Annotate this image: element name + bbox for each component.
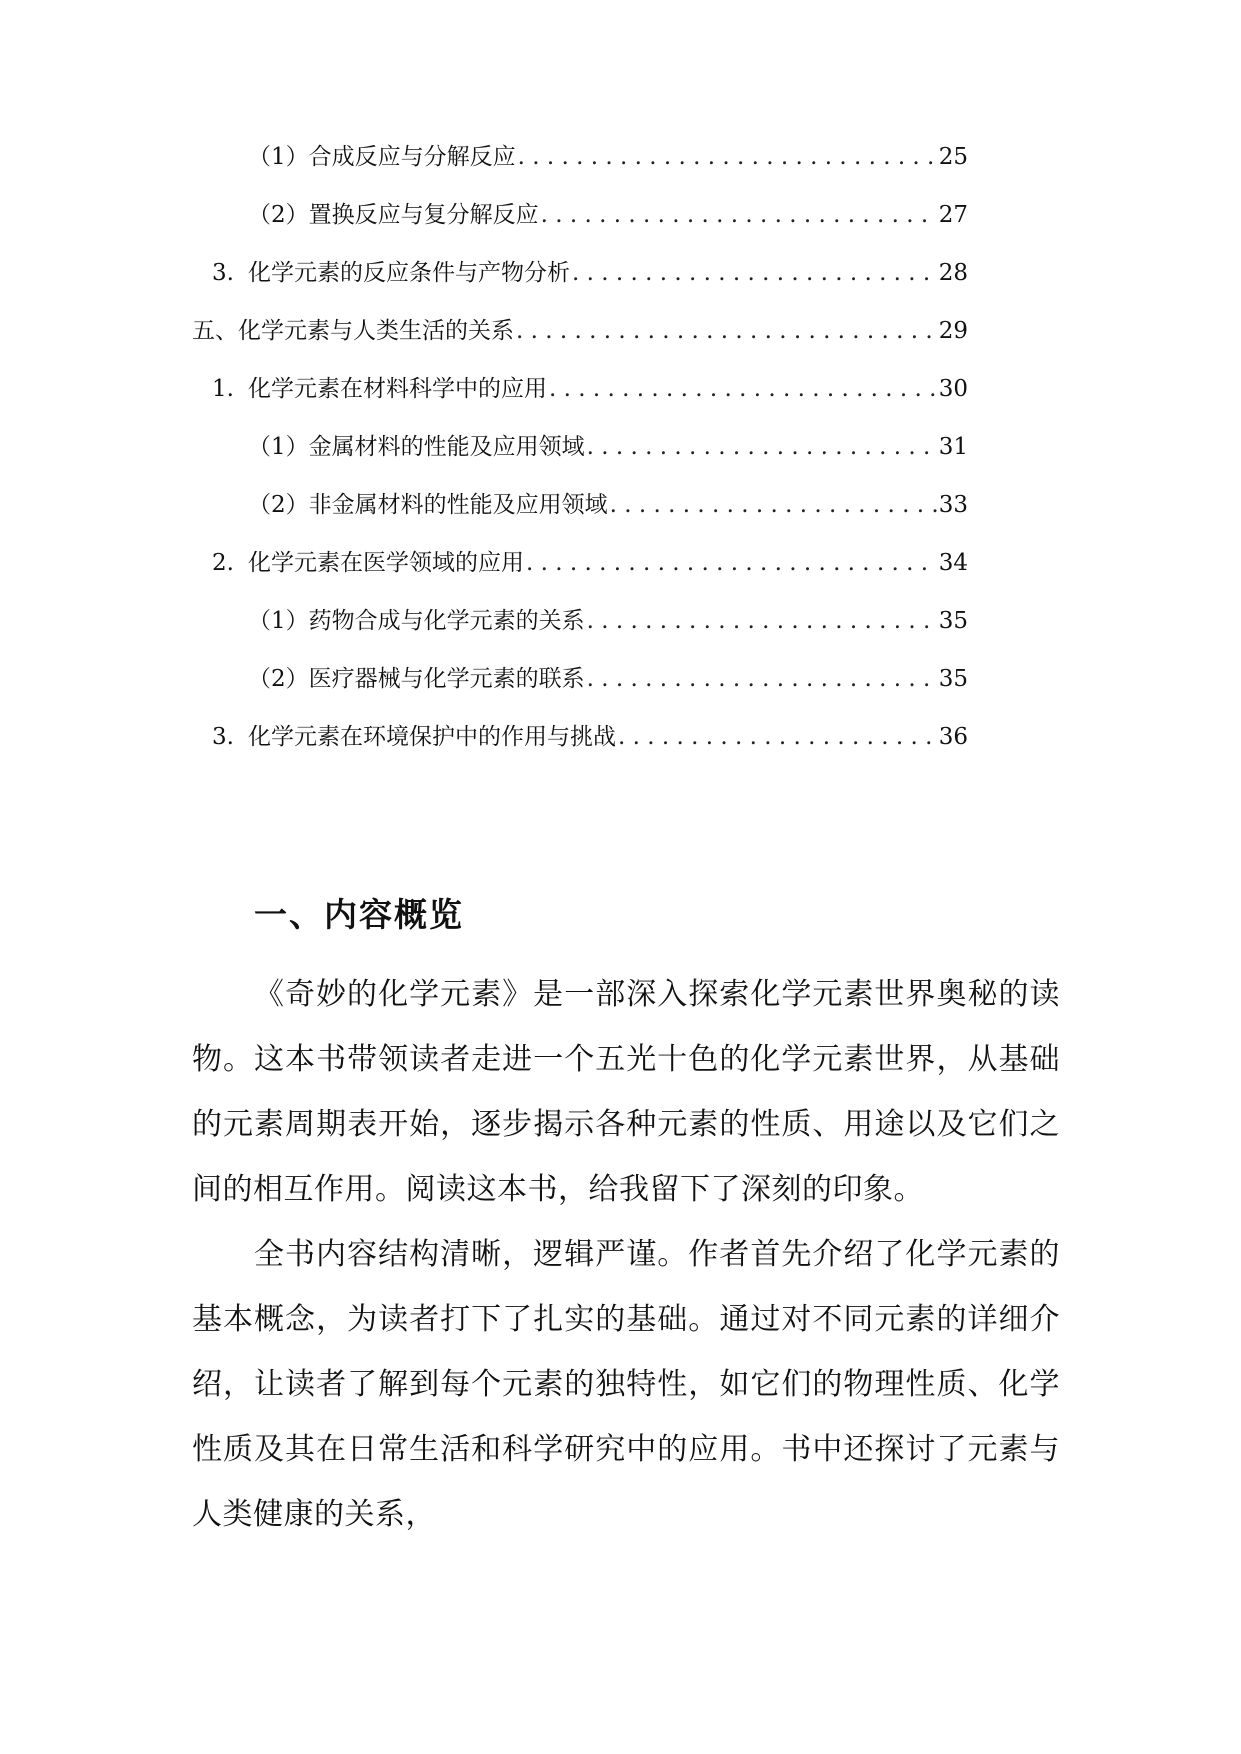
body-paragraph: 全书内容结构清晰，逻辑严谨。作者首先介绍了化学元素的基本概念，为读者打下了扎实的基础。通过对不同元素的详细介绍，让读者了解到每个元素的独特性，如它们的物理性质、化学性质及其在日常生活和科学研究中的应用。书中还探讨了元素与人类健康的关系， — [192, 1237, 1060, 1532]
toc-entry-label: 医疗器械与化学元素的联系 — [308, 666, 585, 692]
toc-entry[interactable] — [248, 198, 968, 232]
toc-entry-page: 35 — [938, 608, 968, 634]
toc-entry-number: （1） — [248, 608, 309, 634]
toc-entry-label: 五、化学元素与人类生活的关系 — [192, 318, 514, 344]
toc-entry[interactable] — [192, 314, 968, 348]
toc-entry[interactable] — [248, 488, 968, 522]
toc-entry-label: 化学元素在医学领域的应用 — [248, 550, 524, 576]
toc-entry-number: （2） — [248, 202, 309, 228]
toc-entry-number: 3. — [212, 724, 234, 750]
toc-entry-page: 36 — [938, 724, 968, 750]
toc-entry-page: 35 — [938, 666, 968, 692]
section-body — [192, 962, 1060, 1547]
toc-leader-dots — [526, 546, 937, 580]
toc-entry-number: （1） — [248, 434, 309, 460]
toc-entry-number: 3. — [212, 260, 234, 286]
toc-entry-page: 28 — [938, 260, 968, 286]
toc-entry-number: 1. — [212, 376, 234, 402]
toc-entry-label: 非金属材料的性能及应用领域 — [308, 492, 608, 518]
toc-entry-page: 25 — [938, 144, 968, 170]
toc-entry-label: 置换反应与复分解反应 — [308, 202, 539, 228]
toc-entry-number: （2） — [248, 666, 309, 692]
toc-entry-label: 药物合成与化学元素的关系 — [308, 608, 585, 634]
toc-leader-dots — [610, 488, 937, 522]
toc-entry-page: 31 — [938, 434, 968, 460]
body-paragraph: 《奇妙的化学元素》是一部深入探索化学元素世界奥秘的读物。这本书带领读者走进一个五光十色的化学元素世界，从基础的元素周期表开始，逐步揭示各种元素的性质、用途以及它们之间的相互作用。阅读这本书，给我留下了深刻的印象。 — [192, 977, 1060, 1207]
toc-leader-dots — [549, 372, 937, 406]
toc-entry-page: 27 — [938, 202, 968, 228]
toc-leader-dots — [516, 314, 937, 348]
toc-entry-label: 金属材料的性能及应用领域 — [308, 434, 585, 460]
toc-entry[interactable] — [212, 546, 968, 580]
toc-entry-page: 33 — [938, 492, 968, 518]
toc-leader-dots — [541, 198, 937, 232]
toc-leader-dots — [572, 256, 937, 290]
toc-leader-dots — [587, 430, 937, 464]
toc-entry-number: （1） — [248, 144, 309, 170]
toc-entry[interactable] — [248, 430, 968, 464]
section-heading: 一、内容概览 — [254, 895, 464, 934]
toc-entry-page: 29 — [938, 318, 968, 344]
toc-entry[interactable] — [248, 140, 968, 174]
toc-leader-dots — [618, 720, 937, 754]
toc-entry-page: 30 — [938, 376, 968, 402]
toc-entry-label: 化学元素在材料科学中的应用 — [248, 376, 547, 402]
toc-entry-number: 2. — [212, 550, 234, 576]
toc-entry[interactable] — [212, 720, 968, 754]
toc-entry[interactable] — [248, 662, 968, 696]
toc-entry-number: （2） — [248, 492, 309, 518]
toc-entry[interactable] — [212, 372, 968, 406]
toc-leader-dots — [587, 604, 937, 638]
toc-leader-dots — [518, 140, 937, 174]
toc-entry-page: 34 — [938, 550, 968, 576]
toc-entry-label: 化学元素的反应条件与产物分析 — [248, 260, 570, 286]
toc-entry[interactable] — [248, 604, 968, 638]
toc-entry-label: 合成反应与分解反应 — [308, 144, 516, 170]
toc-leader-dots — [587, 662, 937, 696]
toc-entry-label: 化学元素在环境保护中的作用与挑战 — [248, 724, 616, 750]
toc-entry[interactable] — [212, 256, 968, 290]
